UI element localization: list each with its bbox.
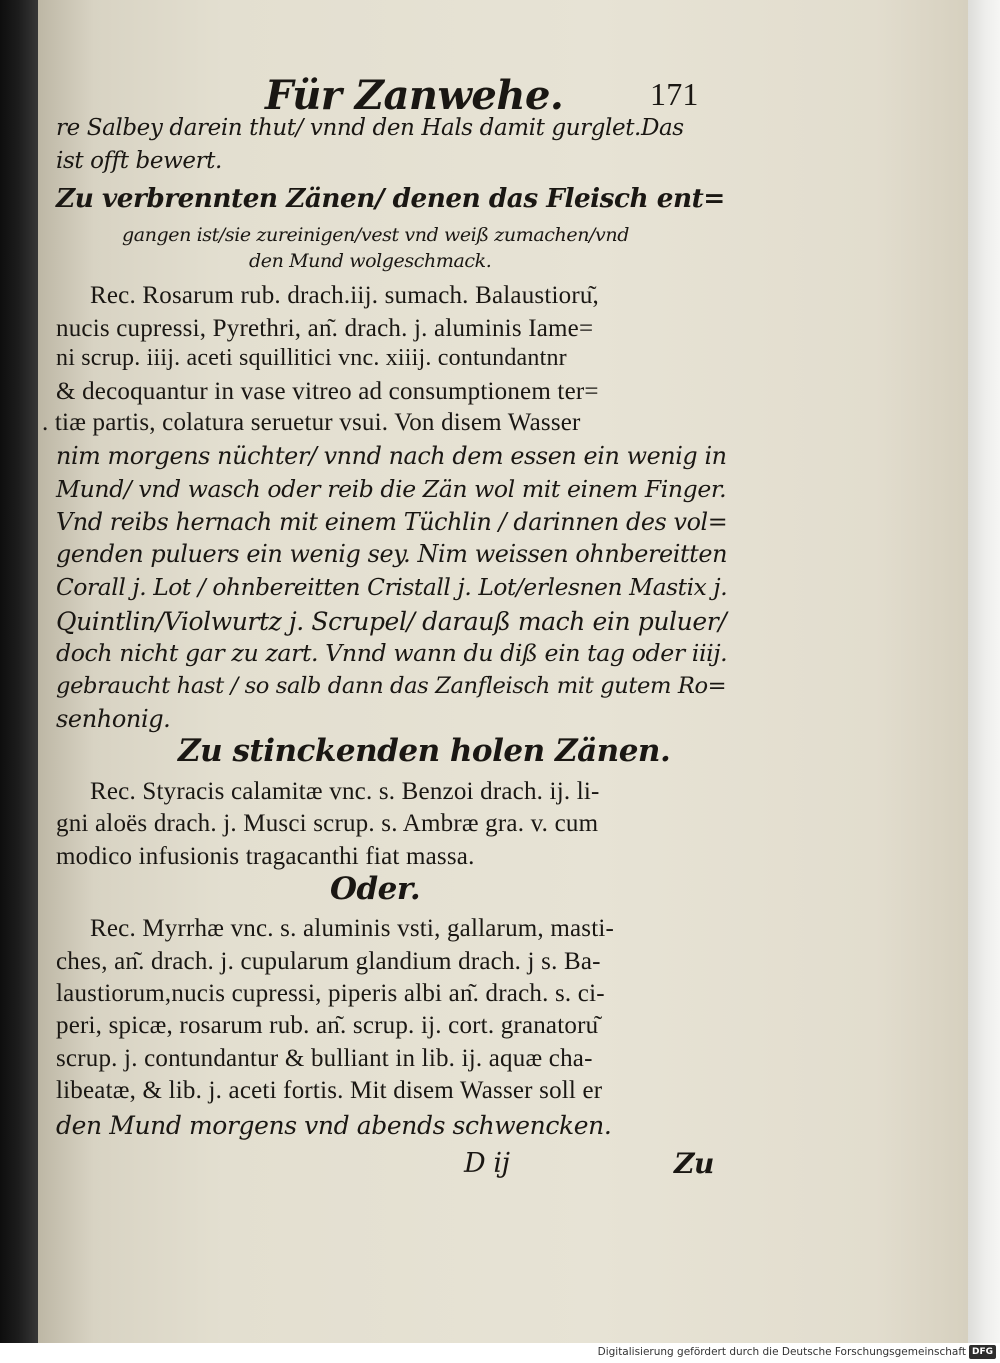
text-line: Mund/ vnd wasch oder reib die Zän wol mit einem Finger. bbox=[56, 475, 727, 503]
text-line: doch nicht gar zu zart. Vnnd wann du diß ein tag oder iiij. bbox=[56, 639, 728, 667]
section-heading: Oder. bbox=[330, 871, 421, 907]
recipe-line: Rec. Rosarum rub. drach.iij. sumach. Balaustioru͂, bbox=[90, 282, 599, 309]
text-line: re Salbey darein thut/ vnnd den Hals damit gurglet.Das bbox=[56, 115, 684, 141]
signature-mark: D ij bbox=[464, 1148, 510, 1179]
text-line: Corall j. Lot / ohnbereitten Cristall j. Lot/erlesnen Mastix j. bbox=[56, 574, 728, 601]
recipe-line: ni scrup. iiij. aceti squillitici vnc. xiiij. contundantnr bbox=[56, 345, 567, 371]
recipe-line: libeatæ, & lib. j. aceti fortis. Mit disem Wasser soll er bbox=[56, 1077, 603, 1104]
text-line: ist offt bewert. bbox=[56, 148, 222, 174]
recipe-line: ches, an͂. drach. j. cupularum glandium drach. j s. Ba- bbox=[56, 948, 601, 975]
section-subheading: gangen ist/sie zureinigen/vest vnd weiß zumachen/vnd bbox=[122, 224, 629, 246]
recipe-line: Rec. Myrrhæ vnc. s. aluminis vsti, gallarum, masti- bbox=[90, 915, 615, 942]
dfg-logo-icon: DFG bbox=[969, 1345, 996, 1359]
recipe-line: Rec. Styracis calamitæ vnc. s. Benzoi drach. ij. li- bbox=[90, 778, 600, 805]
section-heading: Zu stinckenden holen Zänen. bbox=[178, 733, 671, 769]
text-line: senhonig. bbox=[56, 705, 171, 733]
recipe-line: peri, spicæ, rosarum rub. an͂. scrup. ij. cort. granatoru͂ bbox=[56, 1012, 599, 1039]
text-line: genden puluers ein wenig sey. Nim weissen ohnbereitten bbox=[56, 540, 728, 568]
section-subheading: den Mund wolgeschmack. bbox=[249, 250, 492, 272]
recipe-line: laustiorum,nucis cupressi, piperis albi an͂. drach. s. ci- bbox=[56, 980, 605, 1007]
recipe-line: scrup. j. contundantur & bulliant in lib. ij. aquæ cha- bbox=[56, 1045, 593, 1072]
section-heading: Zu verbrennten Zänen/ denen das Fleisch ent= bbox=[56, 183, 725, 214]
book-page bbox=[38, 0, 968, 1343]
funding-credit: Digitalisierung gefördert durch die Deutsche Forschungsgemeinschaft bbox=[597, 1346, 966, 1358]
text-line: den Mund morgens vnd abends schwencken. bbox=[56, 1111, 612, 1140]
recipe-line: & decoquantur in vase vitreo ad consumptionem ter= bbox=[56, 378, 599, 405]
catchword: Zu bbox=[674, 1147, 714, 1180]
scan-left-border bbox=[0, 0, 40, 1343]
recipe-line: nucis cupressi, Pyrethri, an͂. drach. j. aluminis Iame= bbox=[56, 315, 594, 342]
viewer-footer bbox=[0, 1343, 1000, 1363]
text-line: gebraucht hast / so salb dann das Zanfleisch mit gutem Ro= bbox=[56, 673, 727, 699]
text-line: nim morgens nüchter/ vnnd nach dem essen ein wenig in bbox=[56, 442, 727, 470]
recipe-line: modico infusionis tragacanthi fiat massa. bbox=[56, 843, 475, 870]
scan-right-border bbox=[964, 0, 1000, 1343]
text-line: Vnd reibs hernach mit einem Tüchlin / darinnen des vol= bbox=[56, 508, 728, 536]
running-title: Für Zanwehe. bbox=[265, 72, 564, 119]
recipe-line: . tiæ partis, colatura seruetur vsui. Von disem Wasser bbox=[42, 409, 581, 436]
page-number: 171 bbox=[650, 76, 699, 112]
text-line: Quintlin/Violwurtz j. Scrupel/ darauß mach ein puluer/ bbox=[56, 607, 727, 636]
recipe-line: gni aloës drach. j. Musci scrup. s. Ambræ gra. v. cum bbox=[56, 810, 599, 837]
